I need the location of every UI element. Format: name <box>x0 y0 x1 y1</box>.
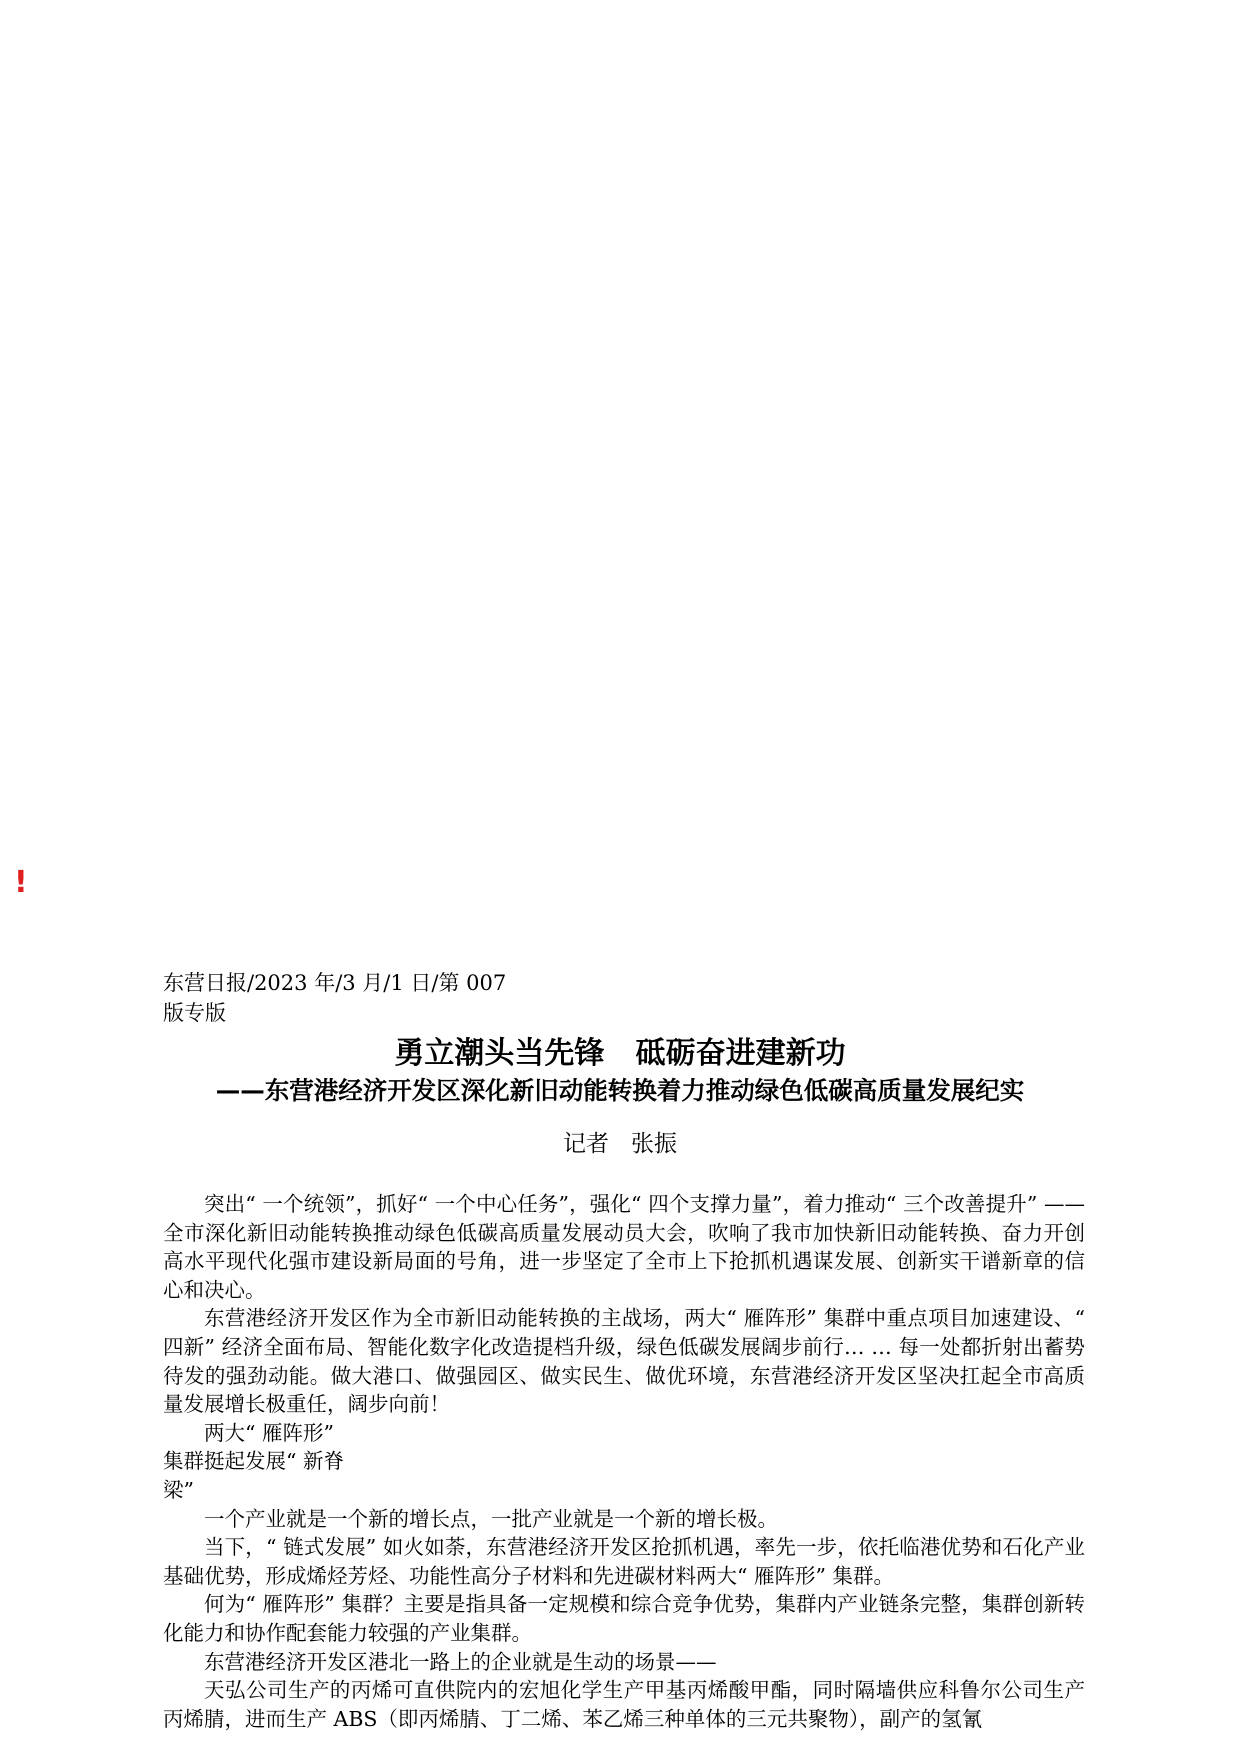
article-subtitle: ——东营港经济开发区深化新旧动能转换着力推动绿色低碳高质量发展纪实 <box>215 1076 1025 1105</box>
red-exclamation-mark: ! <box>14 865 28 900</box>
article-title: 勇立潮头当先锋 砥砺奋进建新功 <box>394 1036 846 1071</box>
paragraph: 何为“ 雁阵形” 集群？主要是指具备一定规模和综合竞争优势，集群内产业链条完整，集群创新转化能力和协作配套能力较强的产业集群。 <box>163 1592 1085 1645</box>
article-heading <box>150 1034 1090 1108</box>
paragraph: 东营港经济开发区港北一路上的企业就是生动的场景—— <box>204 1649 717 1674</box>
paragraph: 当下，“ 链式发展” 如火如荼，东营港经济开发区抢抓机遇，率先一步，依托临港优势和石化产业基础优势，形成烯烃芳烃、功能性高分子材料和先进碳材料两大“ 雁阵形” 集群。 <box>163 1535 1085 1588</box>
article-body <box>163 1190 1085 1733</box>
paragraph: 突出“ 一个统领”，抓好“ 一个中心任务”，强化“ 四个支撑力量”，着力推动“ 三个改善提升” ——全市深化新旧动能转换推动绿色低碳高质量发展动员大会，吹响了我市加快新旧动能转换、奋力开创高水平现代化强市建设新局面的号角，进一步坚定了全市上下抢抓机遇谋发展、创新实干谱新章的信心和决心。 <box>163 1192 1085 1302</box>
section-subheading: 两大“ 雁阵形” 集群挺起发展“ 新脊梁” <box>163 1420 344 1502</box>
paragraph: 东营港经济开发区作为全市新旧动能转换的主战场，两大“ 雁阵形” 集群中重点项目加速建设、“ 四新” 经济全面布局、智能化数字化改造提档升级，绿色低碳发展阔步前行… … 每一处都折射出蓄势待发的强劲动能。做大港口、做强园区、做实民生、做优环境，东营港经济开发区坚决扛起全市高质量发展增长极重任，阔步向前！ <box>163 1306 1085 1417</box>
source-line: 东营日报/2023 年/3 月/1 日/第 007 版专版 <box>163 971 507 1025</box>
paragraph: 天弘公司生产的丙烯可直供院内的宏旭化学生产甲基丙烯酸甲酯，同时隔墙供应科鲁尔公司生产丙烯腈，进而生产 ABS（即丙烯腈、丁二烯、苯乙烯三种单体的三元共聚物），副产的氢氰 <box>163 1678 1085 1731</box>
byline: 记者 张振 <box>563 1131 677 1157</box>
paragraph: 一个产业就是一个新的增长点，一批产业就是一个新的增长极。 <box>204 1506 778 1531</box>
